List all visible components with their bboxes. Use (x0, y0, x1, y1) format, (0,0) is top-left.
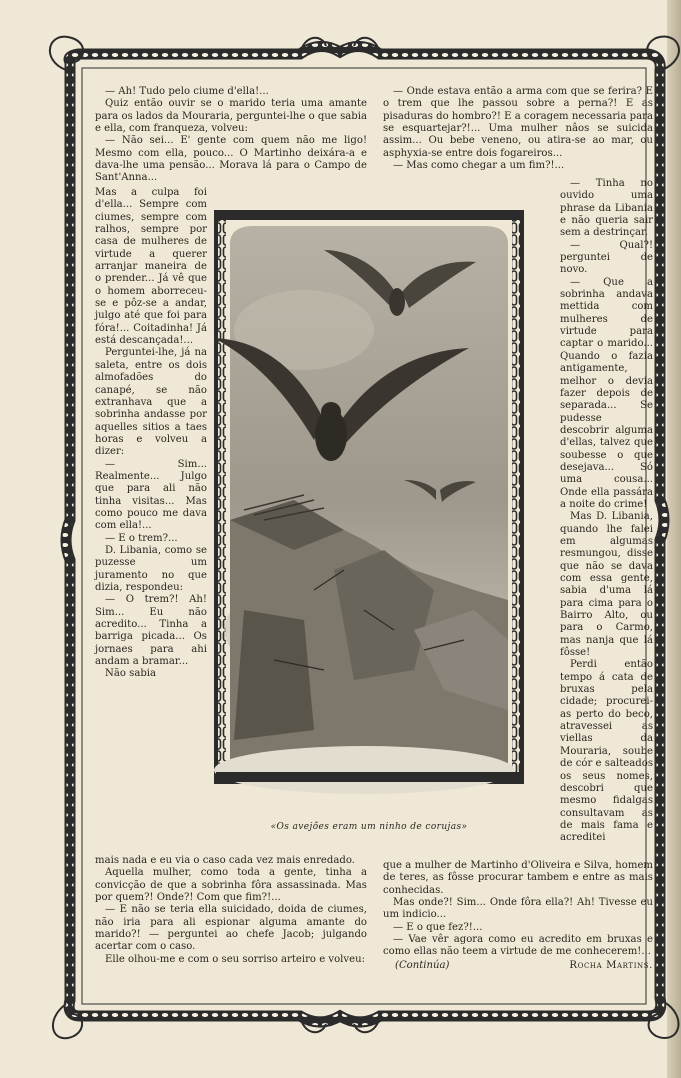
paragraph: — Ah! Tudo pelo ciume d'ella!... (105, 86, 269, 97)
paragraph: — E o trem?... (105, 532, 178, 544)
paragraph: — Não sei... E' gente com quem não me ligo! Mesmo com ella, pouco... O Martinho deixára-a e dava-lhe uma pensão... Morava lá para o Campo de Sant'Anna... (95, 135, 367, 184)
article-footer (383, 960, 653, 972)
paragraph: Quiz então ouvir se o marido teria uma amante para os lados da Mouraria, perguntei-lhe o que sabia e ella, com franqueza, volveu: (95, 98, 367, 135)
paragraph: — Qual?! perguntei de novo. (560, 239, 653, 276)
paragraph: Elle olhou-me e com o seu sorriso arteiro e volveu: (105, 953, 365, 965)
author-signature: Rocha Martins. (569, 959, 653, 971)
continua-label: (Continúa) (395, 959, 450, 971)
right-column-bottom (383, 860, 653, 972)
illustration-caption: «Os avejões eram um ninho de corujas» (270, 822, 468, 832)
paragraph: Perdi então tempo á cata de bruxas pela cidade; procurei-as perto do beco, atravessei as viellas da Mouraria, soube de cór e salteados os seus nomes, descobri que mesmo fidalgas consultavam as de mais fama e acreditei (560, 659, 653, 844)
left-column-top (95, 86, 367, 185)
left-column-narrow (95, 187, 207, 681)
right-column-top (383, 86, 653, 172)
paragraph: — Vae vêr agora como eu acredito em bruxas e como ellas não teem a virtude de me conhecerem!... (383, 934, 653, 958)
paragraph: — Onde estava então a arma com que se ferira? E o trem que lhe passou sobre a perna?! E as pisaduras do hombro?! E a coragem necessaria para se esquartejar?!... Uma mulher nâos se suicida assim... Ou bebe veneno, ou atira-se ao mar, ou asphyxia-se entre dois fogareiros... (383, 86, 653, 159)
paragraph: — E não se teria ella suicidado, doida de ciumes, não iria para ali espionar alguma amante do marido?! — perguntei ao chefe Jacob; julgando acertar com o caso. (95, 904, 367, 953)
paragraph: — E o que fez?!... (393, 921, 483, 933)
paragraph: Mas a culpa foi d'ella... Sempre com ciumes, sempre com ralhos, sempre por casa de mulheres de virtude a querer arranjar maneira de o prender... Já vê que o homem aborreceu-se e pôz-se a andar, julgo até que foi para fóra!... Coitadinha! Já está descançada!... (95, 187, 207, 347)
paragraph: D. Libania, como se puzesse um juramento no que dizia, respondeu: (95, 544, 207, 593)
right-column-narrow (560, 178, 653, 845)
paragraph: — Que a sobrinha andava mettida com mulheres de virtude para captar o marido... Quando o fazia antigamente, melhor o devia fazer depois de separada... Se pudesse descobrir alguma d'ellas, talvez que soubesse o que desejava... Só uma cousa... Onde ella passára a noite do crime! (560, 276, 653, 510)
paragraph: — Tinha no ouvido uma phrase da Libania e não queria sair sem a destrinçar. (560, 178, 653, 239)
illustration-owls (214, 210, 524, 822)
paragraph: Perguntei-lhe, já na saleta, entre os dois almofadões do canapé, se não extranhava que a sobrinha andasse por aquelles sitios a taes horas e volveu a dizer: (95, 347, 207, 458)
paragraph: — Mas como chegar a um fim?!... (393, 160, 565, 172)
paragraph: — Sim... Realmente... Julgo que para ali não tinha visitas... Mas como pouco me dava com ella!... (95, 458, 207, 532)
paragraph: Mas D. Libania, quando lhe falei em algumas resmungou, disse que não se dava com essa gente, sabia d'uma lá para cima para o Bairro Alto, ou para o Carmo, mas nanja que lá fôsse! (560, 511, 653, 659)
paragraph: Mas onde?! Sim... Onde fôra ella?! Ah! Tivesse eu um indicio... (383, 897, 653, 921)
paragraph: que a mulher de Martinho d'Oliveira e Silva, homem de teres, as fôsse procurar tambem e entre as mais conhecidas. (383, 860, 653, 896)
left-column-bottom (95, 855, 367, 966)
paragraph: Aquella mulher, como toda a gente, tinha a convicção de que a sobrinha fôra assassinada. Mas por quem?! Onde?! Com que fim?!... (95, 867, 367, 904)
paragraph: — O trem?! Ah! Sim... Eu não acredito... Tinha a barriga picada... Os jornaes para ahi andam a bramar... (95, 594, 207, 668)
illustration-drawing (214, 210, 524, 822)
paragraph: Não sabia (105, 668, 157, 680)
paragraph: mais nada e eu via o caso cada vez mais enredado. (95, 855, 355, 866)
